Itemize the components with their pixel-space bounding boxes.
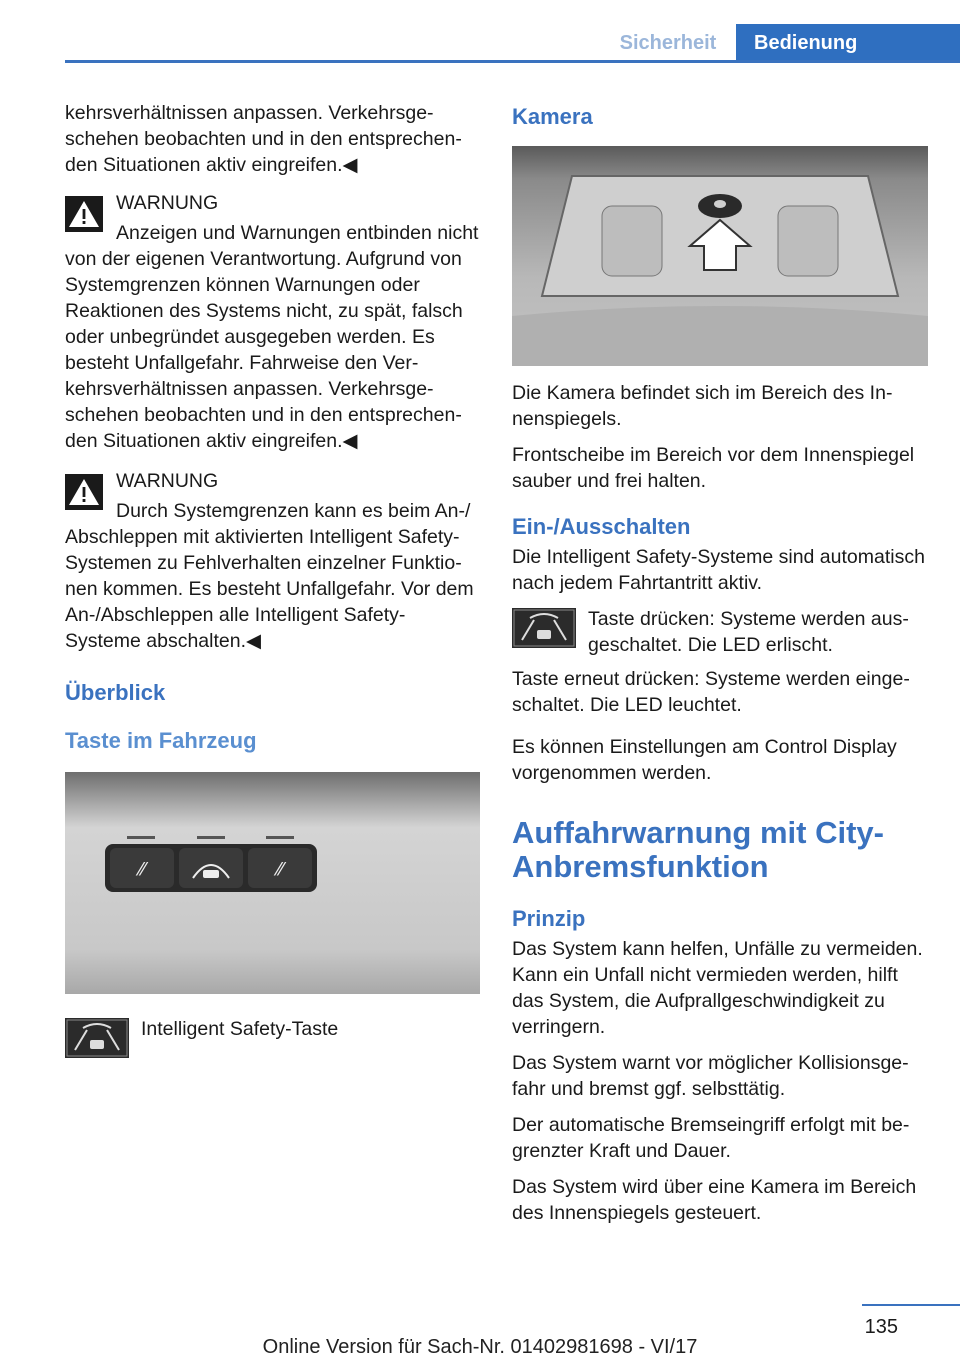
heading-prinzip: Prinzip [512,906,586,931]
svg-text:⁄⁄: ⁄⁄ [276,859,284,880]
prinzip-paragraph-2: Das System warnt vor möglicher Kollisionsgefahr und bremst ggf. selbsttätig. [512,1052,909,1100]
warning-title: WARNUNG [116,470,219,492]
heading-ein-ausschalten: Ein-/Ausschalten [512,514,691,539]
online-version-footer: Online Version für Sach-Nr. 01402981698 - VI/17 [262,1336,698,1358]
vehicle-buttons-photo [65,772,480,994]
button-instruction-text: Taste drücken: Systeme werden ausgeschaltet. Die LED erlischt. [588,608,909,656]
button-instruction [512,606,927,658]
heading-ueberblick: Überblick [65,680,166,705]
warning-text: Durch Systemgrenzen kann es beim An-/ Abschleppen mit aktivierten Intelligent Safety-Systemen zu Fehlverhalten einzelner Funktionen kommen. Es besteht Unfallgefahr. Vor dem An-/Abschleppen alle Intelligent Safety-Systeme abschalten.◀ [65,500,474,652]
warning-block-2 [65,468,480,654]
warning-triangle-icon [65,474,103,510]
heading-taste-im-fahrzeug: Taste im Fahrzeug [65,728,257,753]
warning-title: WARNUNG [116,192,219,214]
prinzip-paragraph-1: Das System kann helfen, Unfälle zu vermeiden. Kann ein Unfall nicht vermieden werden, hilft das System, die Aufprallgeschwindigkeit zu verringern. [512,938,923,1038]
prinzip-paragraph-3: Der automatische Bremseingriff erfolgt mit begrenzter Kraft und Dauer. [512,1114,910,1162]
einstellungen-paragraph: Es können Einstellungen am Control Display vorgenommen werden. [512,736,897,784]
page-number: 135 [864,1316,898,1338]
heading-auffahrwarnung: Auffahrwarnung mit City-Anbremsfunktion [512,815,884,884]
svg-text:⁄⁄: ⁄⁄ [138,859,146,880]
tab-bedienung[interactable]: Bedienung [736,24,960,62]
icon-caption: Intelligent Safety-Taste [141,1018,339,1040]
warning-block-1 [65,190,480,454]
header-rule [65,60,960,63]
prinzip-paragraph-4: Das System wird über eine Kamera im Bereich des Innenspiegels gesteuert. [512,1176,917,1224]
intelligent-safety-button-icon [512,608,576,648]
intelligent-safety-button-icon [65,1018,129,1058]
erneut-paragraph: Taste erneut drücken: Systeme werden eingeschaltet. Die LED leuchtet. [512,668,910,716]
kamera-paragraph-1: Die Kamera befindet sich im Bereich des Innenspiegels. [512,382,893,430]
kamera-paragraph-2: Frontscheibe im Bereich vor dem Innenspiegel sauber und frei halten. [512,444,915,492]
camera-location-photo [512,146,928,366]
tab-sicherheit[interactable]: Sicherheit [619,32,717,54]
right-column [512,100,927,1236]
ein-ausschalten-paragraph: Die Intelligent Safety-Systeme sind automatisch nach jedem Fahrtantritt aktiv. [512,546,925,594]
intro-paragraph: kehrsverhältnissen anpassen. Verkehrsgeschehen beobachten und in den entsprechenden Situationen aktiv eingreifen.◀ [65,102,462,176]
warning-triangle-icon [65,196,103,232]
intelligent-safety-legend [65,1016,480,1060]
warning-text: Anzeigen und Warnungen entbinden nicht von der eigenen Verantwortung. Aufgrund von Systemgrenzen können Warnungen oder Reaktionen des Systems nicht, zu spät, falsch oder unbegründet ausgegeben werden. Es besteht Unfallgefahr. Fahrweise den Verkehrsverhältnissen anpassen. Verkehrsgeschehen beobachten und in den entsprechenden Situationen aktiv eingreifen.◀ [65,222,479,452]
heading-kamera: Kamera [512,104,593,129]
footer-rule [862,1304,960,1306]
left-column [65,100,480,1060]
